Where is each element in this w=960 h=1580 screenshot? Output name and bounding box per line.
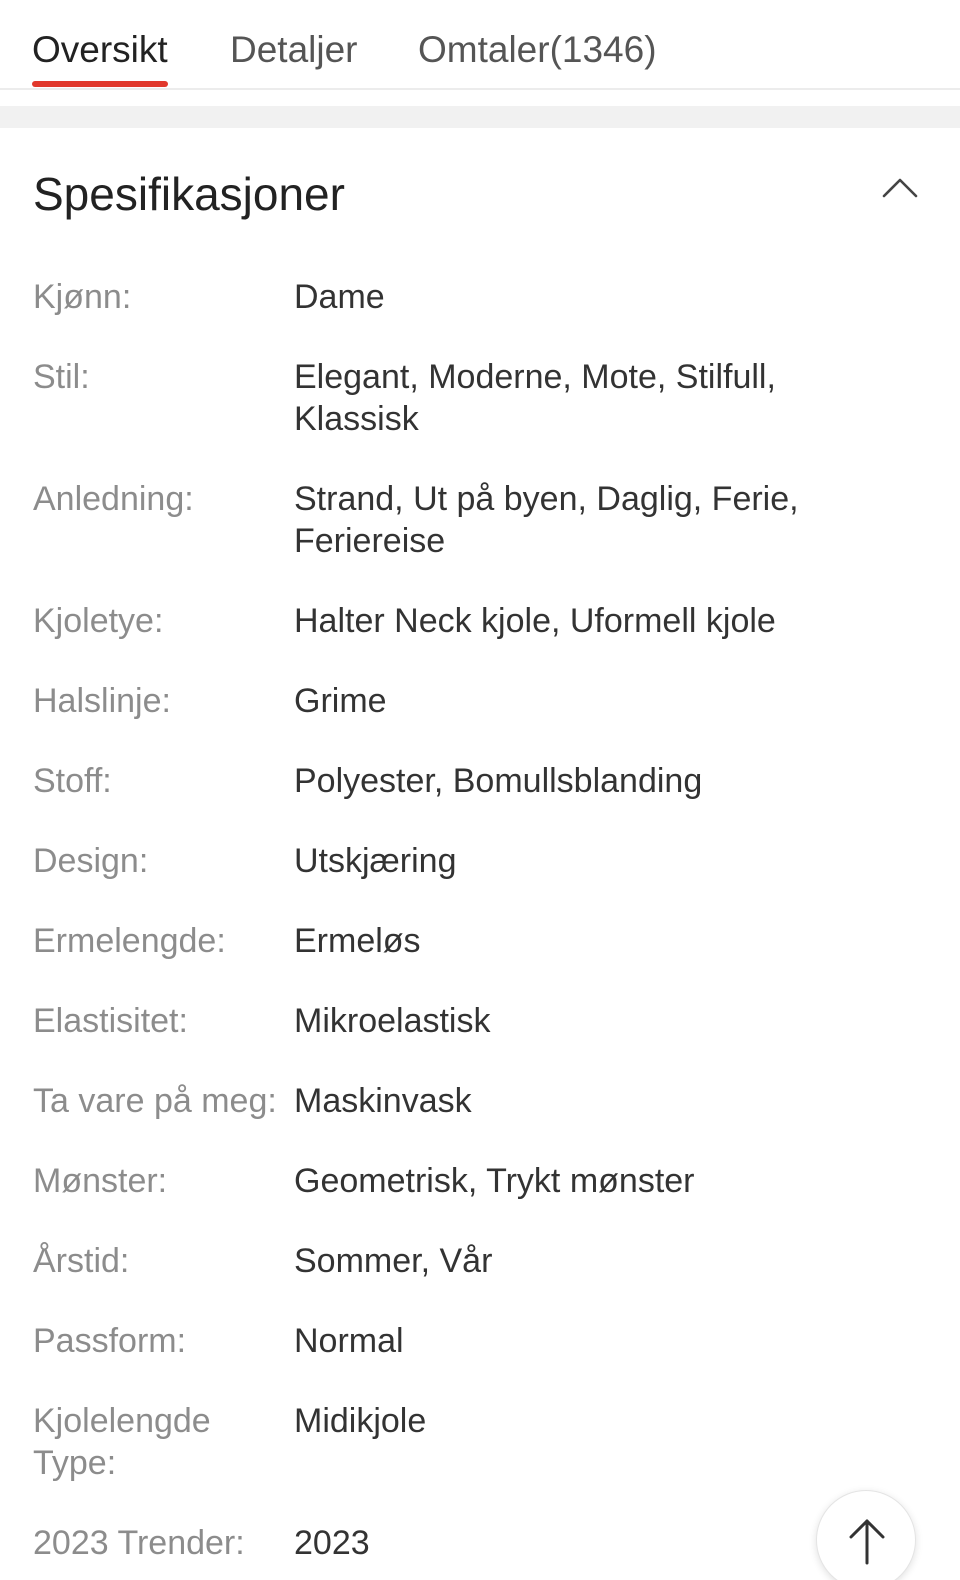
spec-row-stil [0, 356, 960, 478]
spec-label: Ta vare på meg: [33, 1082, 277, 1120]
spec-row-elastisitet [0, 1000, 960, 1080]
spec-label: Stil: [33, 358, 90, 396]
spec-label: Design: [33, 842, 149, 880]
spec-row-monster [0, 1160, 960, 1240]
spec-row-passform [0, 1320, 960, 1400]
section-divider [0, 106, 960, 128]
spec-row-halslinje [0, 680, 960, 760]
spec-label: Halslinje: [33, 682, 171, 720]
spec-row-kjoletye [0, 600, 960, 680]
collapse-toggle-button[interactable] [872, 162, 928, 214]
spec-value: Utskjæring [294, 842, 457, 880]
spec-value: Halter Neck kjole, Uformell kjole [294, 602, 776, 640]
spec-label: Kjønn: [33, 278, 132, 316]
spec-label: Elastisitet: [33, 1002, 188, 1040]
spec-value: 2023 [294, 1524, 370, 1562]
back-to-top-button[interactable] [816, 1490, 916, 1580]
spec-label: Stoff: [33, 762, 112, 800]
spec-label: Mønster: [33, 1162, 168, 1200]
spec-label: Kjolelengde Type: [33, 1402, 211, 1482]
spec-value: Midikjole [294, 1402, 427, 1440]
spec-value: Geometrisk, Trykt mønster [294, 1162, 695, 1200]
spec-label: Kjoletye: [33, 602, 164, 640]
spec-label: 2023 Trender: [33, 1524, 245, 1562]
spec-label: Passform: [33, 1322, 187, 1360]
spec-label: Ermelengde: [33, 922, 226, 960]
tab-detaljer[interactable]: Detaljer [230, 29, 358, 70]
spec-row-kjolelengde [0, 1400, 960, 1522]
spec-row-arstid [0, 1240, 960, 1320]
spec-value: Maskinvask [294, 1082, 472, 1120]
tab-omtaler[interactable]: Omtaler(1346) [418, 29, 657, 70]
spec-row-design [0, 840, 960, 920]
spec-label: Anledning: [33, 480, 194, 518]
spec-value: Normal [294, 1322, 404, 1360]
tab-oversikt[interactable]: Oversikt [32, 26, 168, 74]
arrow-up-icon [845, 1515, 889, 1567]
spec-value: Strand, Ut på byen, Daglig, Ferie, Feriereise [294, 480, 799, 560]
spec-value: Elegant, Moderne, Mote, Stilfull, Klassisk [294, 358, 776, 438]
spec-label: Årstid: [33, 1242, 130, 1280]
spec-row-stoff [0, 760, 960, 840]
spec-row-anledning [0, 478, 960, 600]
spec-value: Mikroelastisk [294, 1002, 491, 1040]
spec-value: Sommer, Vår [294, 1242, 493, 1280]
spec-row-ermelengde [0, 920, 960, 1000]
section-title: Spesifikasjoner [33, 168, 345, 220]
spec-list [0, 276, 960, 1580]
chevron-up-icon [872, 162, 928, 214]
spec-value: Polyester, Bomullsblanding [294, 762, 703, 800]
tab-bar [0, 0, 960, 90]
spec-value: Ermeløs [294, 922, 421, 960]
spec-row-kjonn [0, 276, 960, 356]
spec-row-vedlikehold [0, 1080, 960, 1160]
spec-value: Grime [294, 682, 387, 720]
spec-value: Dame [294, 278, 385, 316]
